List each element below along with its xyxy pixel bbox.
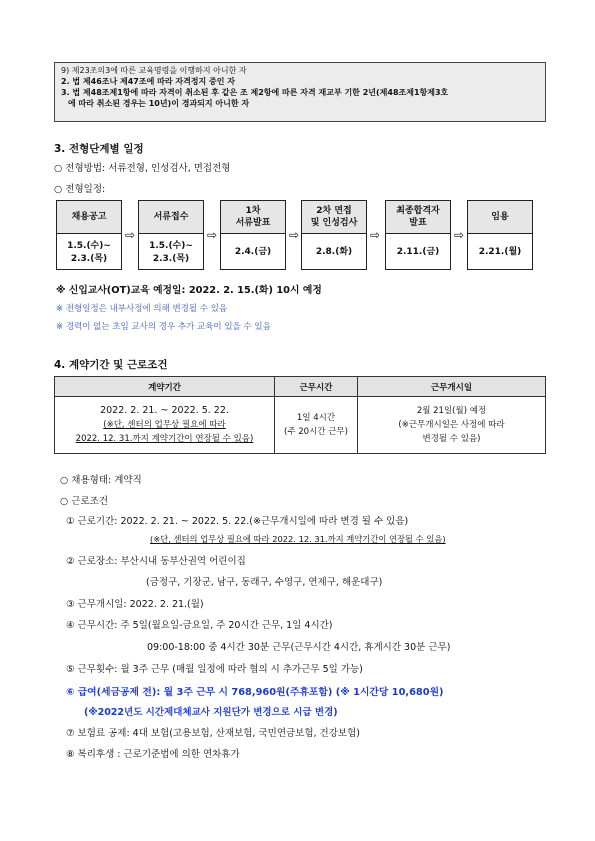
condition-note: 09:00-18:00 중 4시간 30분 근무(근무시간 4시간, 휴게시간 30분 근무) <box>147 642 451 653</box>
condition-item: ⑦ 보험료 공제: 4대 보험(고용보험, 산재보험, 국민연금보험, 건강보험) <box>66 728 360 739</box>
schedule-step <box>138 200 204 270</box>
disqualification-box <box>54 62 546 122</box>
start-line: (※근무개시일은 사정에 따라 <box>398 420 505 430</box>
arrow-right-icon: ⇨ <box>289 228 300 242</box>
condition-item: ① 근로기간: 2022. 2. 21. ~ 2022. 5. 22.(※근무개시일에 따라 변경 될 수 있음) <box>66 516 409 527</box>
condition-note-salary: (※2022년도 시간제대체교사 지원단가 변경으로 시급 변경) <box>84 707 338 718</box>
step-date: 2.4.(금) <box>234 247 272 257</box>
schedule-step <box>301 200 367 270</box>
condition-item: ⑤ 근무횟수: 월 3주 근무 (매월 일정에 따라 협의 시 추가근무 5일 가능) <box>66 664 363 675</box>
schedule-note: ※ 경력이 없는 초임 교사의 경우 추가 교육이 있을 수 있음 <box>56 322 271 332</box>
arrow-right-icon: ⇨ <box>370 228 381 242</box>
step-title: 서류접수 <box>139 201 203 234</box>
screening-method: ○ 전형방법: 서류전형, 인성검사, 면접전형 <box>54 163 231 174</box>
step-title: 2차 면접 및 인성검사 <box>302 201 366 234</box>
arrow-right-icon: ⇨ <box>454 228 465 242</box>
condition-item-salary: ⑥ 급여(세금공제 전): 월 3주 근무 시 768,960원(주휴포함) (※ 1시간당 10,680원) <box>66 687 444 698</box>
condition-item: ④ 근무시간: 주 5일(월요일-금요일, 주 20시간 근무, 1일 4시간) <box>66 620 333 631</box>
step-title: 채용공고 <box>57 201 121 234</box>
schedule-step <box>220 200 286 270</box>
schedule-note: ※ 전형일정은 내부사정에 의해 변경될 수 있음 <box>56 304 228 314</box>
step-date: 2.11.(금) <box>396 247 440 257</box>
schedule-label: ○ 전형일정: <box>54 184 106 195</box>
working-hours-cell <box>275 397 358 454</box>
condition-note: (금정구, 기장군, 남구, 동래구, 수영구, 연제구, 해운대구) <box>146 577 383 588</box>
contract-period-cell <box>55 397 275 454</box>
start-line: 2월 21일(월) 예정 <box>416 406 487 416</box>
arrow-right-icon: ⇨ <box>125 228 136 242</box>
step-title: 최종합격자 발표 <box>386 201 450 234</box>
step-date: 2.21.(월) <box>478 247 522 257</box>
arrow-right-icon: ⇨ <box>207 228 218 242</box>
table-header: 근무시간 <box>275 377 358 397</box>
conditions-label: ○ 근로조건 <box>60 496 109 507</box>
step-date: 1.5.(수)~ 2.3.(목) <box>67 240 111 264</box>
box-line: 2. 법 제46조나 제47조에 따라 자격정지 중인 자 <box>61 77 236 86</box>
table-header: 계약기간 <box>55 377 275 397</box>
box-line: 9) 제23조의3에 따른 교육명령을 이행하지 아니한 자 <box>61 66 247 75</box>
box-line: 에 따라 취소된 경우는 10년)이 경과되지 아니한 자 <box>68 99 250 108</box>
table-header: 근무개시일 <box>358 377 546 397</box>
step-date: 2.8.(화) <box>315 247 353 257</box>
start-date-cell <box>358 397 546 454</box>
ot-notice: ※ 신입교사(OT)교육 예정일: 2022. 2. 15.(화) 10시 예정 <box>56 285 322 296</box>
contract-table <box>54 376 546 454</box>
period-main: 2022. 2. 21. ~ 2022. 5. 22. <box>100 405 229 416</box>
condition-item: ② 근로장소: 부산시내 동부산권역 어린이집 <box>66 556 246 567</box>
hours-line: 1일 4시간 <box>296 413 336 423</box>
step-title: 1차 서류발표 <box>221 201 285 234</box>
schedule-step <box>467 200 533 270</box>
condition-note: (※단, 센터의 업무상 필요에 따라 2022. 12. 31.까지 계약기간이 연장될 수 있음) <box>150 534 446 544</box>
hours-line: (주 20시간 근무) <box>284 427 348 437</box>
start-line: 변경될 수 있음) <box>422 434 481 444</box>
employment-type: ○ 채용형태: 계약직 <box>60 475 142 486</box>
schedule-step <box>56 200 122 270</box>
step-title: 임용 <box>468 201 532 234</box>
condition-item: ⑧ 복리후생 : 근로기준법에 의한 연차휴가 <box>66 749 240 760</box>
period-note: (※단, 센터의 업무상 필요에 따라 <box>103 420 226 430</box>
condition-item: ③ 근무개시일: 2022. 2. 21.(월) <box>66 599 204 610</box>
section3-title: 3. 전형단계별 일정 <box>54 143 144 155</box>
schedule-step <box>385 200 451 270</box>
period-note: 2022. 12. 31.까지 계약기간이 연장될 수 있음) <box>75 434 254 444</box>
step-date: 1.5.(수)~ 2.3.(목) <box>149 240 193 264</box>
box-line: 3. 법 제48조제1항에 따라 자격이 취소된 후 같은 조 제2항에 따른 자격 재교부 기한 2년(제48조제1항제3호 <box>61 88 449 97</box>
section4-title: 4. 계약기간 및 근로조건 <box>54 359 168 371</box>
